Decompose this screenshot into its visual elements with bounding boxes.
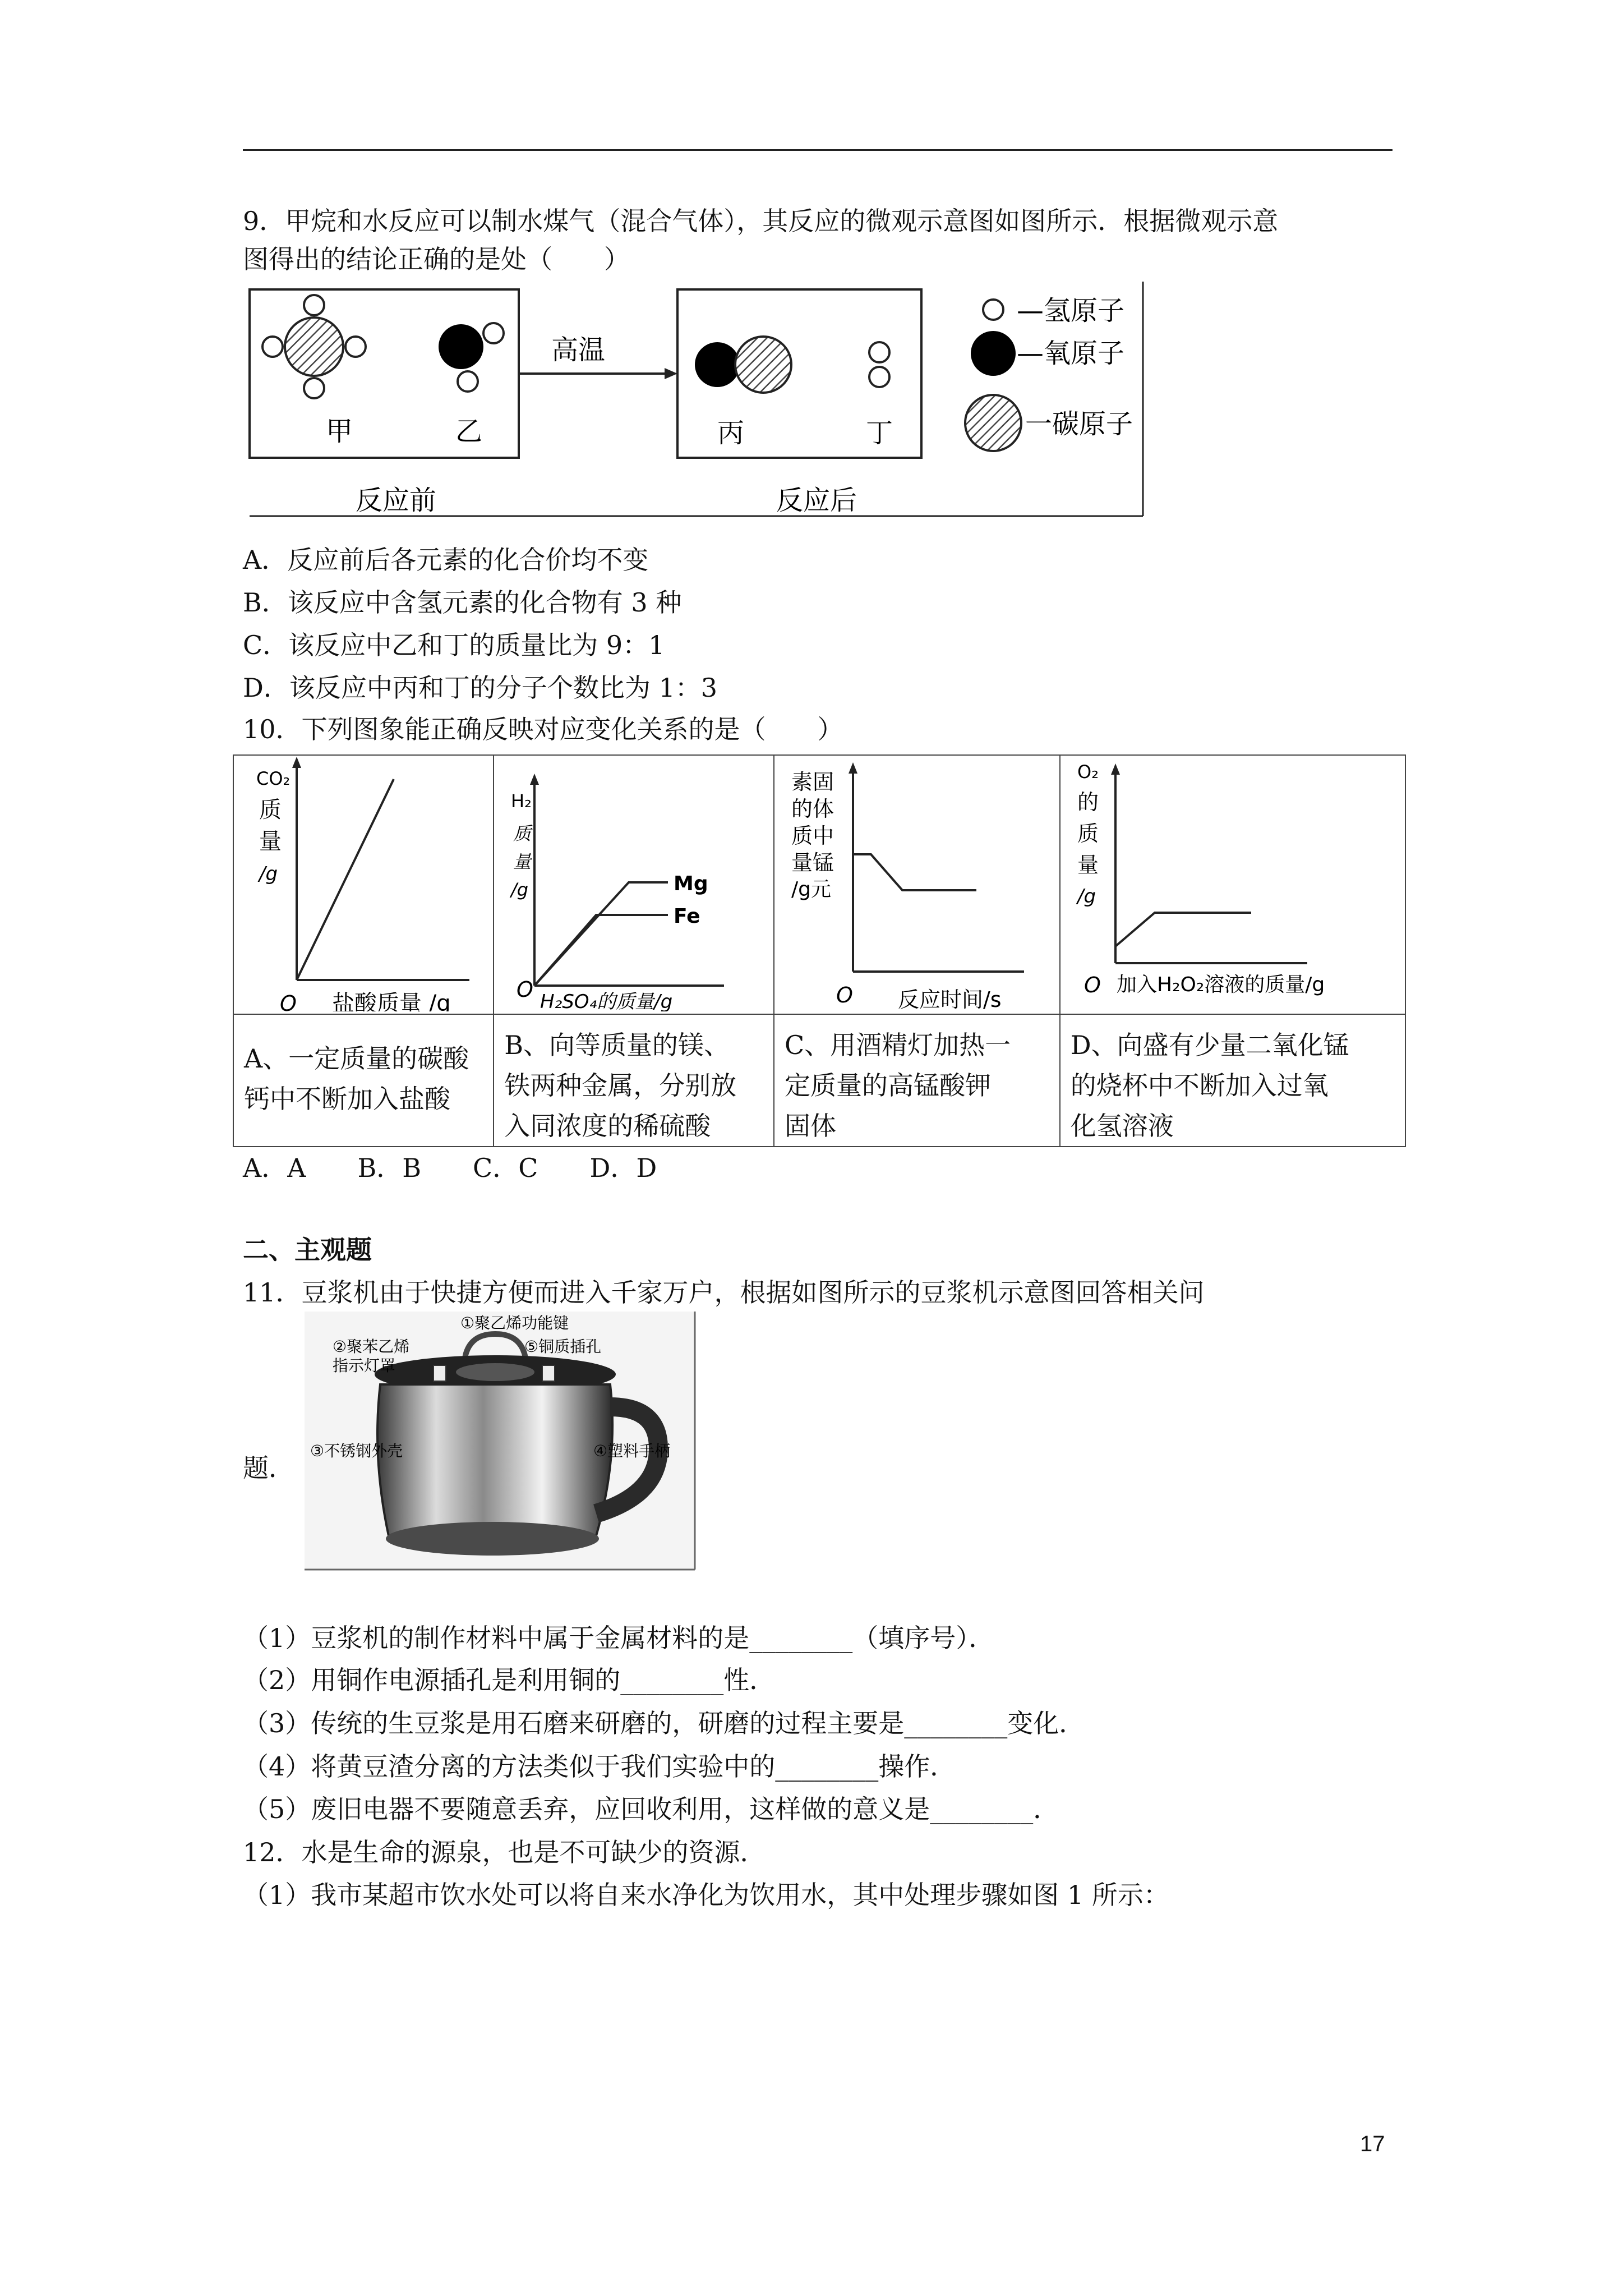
svg-text:指示灯罩: 指示灯罩 [333,1356,396,1375]
svg-text:素固: 素固 [791,770,834,794]
graph-d [1061,756,1404,1011]
water-molecule [439,323,504,392]
h2-molecule [869,342,889,387]
steel-body [377,1384,612,1536]
q11-item-4: （4）将黄豆渣分离的方法类似于我们实验中的________操作． [243,1751,956,1782]
graph-d-line [1115,913,1251,962]
after-label: 反应后 [776,485,857,516]
graph-c [774,756,1058,1011]
svg-text:Mg: Mg [674,872,708,895]
q9-stem-line1: 9．甲烷和水反应可以制水煤气（混合气体），其反应的微观示意图如图所示．根据微观示意 [243,206,1279,236]
svg-text:③不锈钢外壳: ③不锈钢外壳 [310,1442,403,1460]
caption-b: B、向等质量的镁、 铁两种金属，分别放 入同浓度的稀硫酸 [494,1014,774,1147]
arrow-label: 高温 [551,334,606,366]
q9-reaction-figure [243,280,1168,522]
label-jia: 甲 [325,416,353,447]
label-bing: 丙 [717,417,745,449]
svg-text:O: O [1083,973,1101,997]
svg-text:④塑料手柄: ④塑料手柄 [593,1442,671,1460]
graph-a-line [297,779,394,980]
graph-c-line [853,854,976,890]
q11-item-5: （5）废旧电器不要随意丢弃，应回收利用，这样做的意义是________． [243,1794,1059,1824]
caption-d: D、向盛有少量二氧化锰 的烧杯中不断加入过氧 化氢溶液 [1060,1014,1405,1147]
svg-text:①聚乙烯功能键: ①聚乙烯功能键 [460,1314,569,1332]
carbon-atom-icon [965,395,1021,451]
socket-right [542,1365,555,1381]
section-title: 二、主观题 [243,1235,372,1265]
q10-table [233,754,1406,1147]
q11-item-2: （2）用铜作电源插孔是利用铜的________性． [243,1665,776,1695]
header-rule [243,149,1393,151]
svg-text:质中: 质中 [791,823,834,848]
q11-item-1: （1）豆浆机的制作材料中属于金属材料的是________（填序号）． [243,1623,995,1653]
caption-a: A、一定质量的碳酸 钙中不断加入盐酸 [233,1014,494,1147]
graph-b-mg-line [534,882,668,986]
before-label: 反应前 [355,485,437,516]
svg-text:/g: /g [1077,885,1096,908]
svg-text:/g: /g [511,879,529,900]
co-molecule [695,337,791,393]
legend-hydrogen: —氢原子 [1017,295,1125,326]
graph-cell-c [774,755,1060,1014]
svg-text:反应时间/s: 反应时间/s [897,987,1002,1011]
svg-text:量: 量 [259,829,282,854]
svg-text:/g: /g [259,863,278,885]
svg-text:Fe: Fe [674,905,700,928]
graph-a [234,756,492,1011]
svg-text:O₂: O₂ [1077,761,1099,783]
graph-cell-b [494,755,774,1014]
svg-text:盐酸质量 /g: 盐酸质量 /g [332,991,451,1011]
svg-text:加入H₂O₂溶液的质量/g: 加入H₂O₂溶液的质量/g [1116,973,1325,996]
socket-left [434,1365,446,1381]
oxygen-atom-icon [971,331,1016,376]
q12-item-1: （1）我市某超市饮水处可以将自来水净化为饮用水，其中处理步骤如图 1 所示： [243,1880,1169,1910]
svg-text:O: O [280,991,297,1011]
graph-cell-d [1060,755,1405,1014]
q11-stem-tail: 题． [243,1453,294,1483]
svg-text:CO₂: CO₂ [256,768,291,789]
graph-cell-a [233,755,494,1014]
q9-option-b: B．该反应中含氢元素的化合物有 3 种 [243,587,682,618]
caption-c: C、用酒精灯加热一 定质量的高锰酸钾 固体 [774,1014,1060,1147]
q9-option-a: A．反应前后各元素的化合价均不变 [243,545,649,575]
q12-stem: 12．水是生命的源泉，也是不可缺少的资源． [243,1837,766,1867]
svg-text:的: 的 [1077,790,1099,815]
q9-stem-line2: 图得出的结论正确的是处（ ） [243,244,630,274]
methane-molecule [262,295,366,398]
page-number: 17 [1360,2132,1385,2156]
legend [965,295,1133,451]
graph-b-fe-line [534,915,668,986]
svg-text:H₂SO₄的质量/g: H₂SO₄的质量/g [540,991,673,1011]
reaction-arrow [519,368,677,379]
svg-text:质: 质 [1077,821,1099,846]
q10-answer-options: A．A B．B C．C D．D [243,1153,657,1183]
legend-carbon: 一碳原子 [1025,408,1133,440]
svg-text:量锰: 量锰 [791,850,834,875]
label-ding: 丁 [865,417,893,449]
soymilk-maker-figure [305,1312,697,1571]
label-yi: 乙 [455,416,483,447]
q11-stem: 11．豆浆机由于快捷方便而进入千家万户，根据如图所示的豆浆机示意图回答相关问 [243,1277,1205,1308]
base [386,1522,599,1556]
svg-text:O: O [517,977,534,1002]
q9-option-c: C．该反应中乙和丁的质量比为 9：1 [243,630,665,660]
svg-text:⑤铜质插孔: ⑤铜质插孔 [524,1337,602,1356]
svg-text:②聚苯乙烯: ②聚苯乙烯 [333,1337,410,1356]
svg-text:的体: 的体 [791,797,834,821]
svg-text:质: 质 [259,797,282,823]
svg-text:O: O [836,983,853,1007]
svg-text:质: 质 [513,823,532,844]
svg-text:/g元: /g元 [791,878,831,901]
q10-stem: 10．下列图象能正确反映对应变化关系的是（ ） [243,714,843,744]
q9-option-d: D．该反应中丙和丁的分子个数比为 1：3 [243,673,718,703]
hydrogen-atom-icon [983,300,1003,320]
svg-text:量: 量 [1077,853,1099,877]
svg-text:量: 量 [513,851,532,872]
q11-item-3: （3）传统的生豆浆是用石磨来研磨的，研磨的过程主要是________变化． [243,1708,1085,1738]
graph-b [494,756,772,1011]
svg-text:H₂: H₂ [511,790,532,812]
legend-oxygen: —氧原子 [1017,338,1125,369]
